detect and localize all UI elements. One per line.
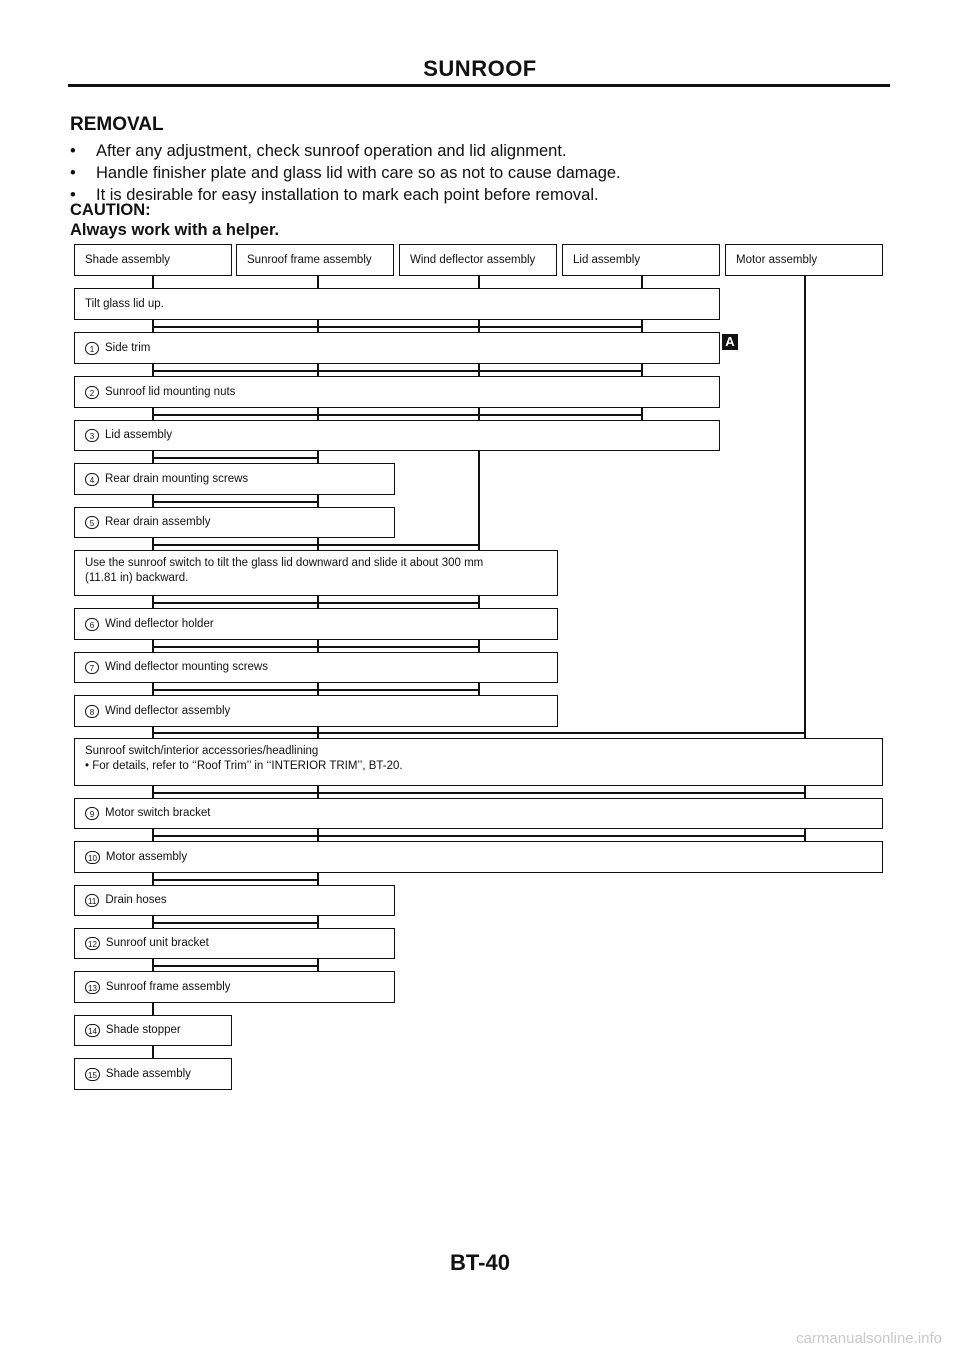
- bullet-icon: •: [70, 142, 76, 160]
- step-box: 1 Side trim: [74, 332, 720, 364]
- step-box: Sunroof switch/interior accessories/headlining • For details, refer to ‘‘Roof Trim’’ in ‘‘INTERIOR TRIM’’, BT-20.: [74, 738, 883, 786]
- reference-a-badge: A: [722, 334, 738, 350]
- page-title: SUNROOF: [423, 56, 537, 81]
- caution-block: [70, 200, 279, 240]
- step-number-badge: 12: [85, 937, 100, 950]
- step-number-badge: 7: [85, 661, 99, 674]
- step-number-badge: 9: [85, 807, 99, 820]
- step-number-badge: 6: [85, 618, 99, 631]
- step-box: 9 Motor switch bracket: [74, 798, 883, 829]
- top-component-box: Shade assembly: [74, 244, 232, 276]
- step-number-badge: 4: [85, 473, 99, 486]
- step-number-badge: 8: [85, 705, 99, 718]
- watermark: carmanualsonline.info: [796, 1330, 942, 1347]
- step-number-badge: 15: [85, 1068, 100, 1081]
- step-number-badge: 2: [85, 386, 99, 399]
- step-box: 14 Shade stopper: [74, 1015, 232, 1046]
- step-number-badge: 5: [85, 516, 99, 529]
- caution-text: Always work with a helper.: [70, 221, 280, 239]
- step-box: 10 Motor assembly: [74, 841, 883, 873]
- step-box: Use the sunroof switch to tilt the glass lid downward and slide it about 300 mm (11.81 in) backward.: [74, 550, 558, 596]
- step-box: 2 Sunroof lid mounting nuts: [74, 376, 720, 408]
- page-number: BT-40: [450, 1250, 510, 1275]
- step-box: 8 Wind deflector assembly: [74, 695, 558, 727]
- step-box: 7 Wind deflector mounting screws: [74, 652, 558, 683]
- title-rule: [68, 84, 890, 87]
- instruction-list: [70, 140, 621, 206]
- section-heading: REMOVAL: [70, 114, 164, 135]
- bullet-icon: •: [85, 760, 90, 772]
- step-box: 15 Shade assembly: [74, 1058, 232, 1090]
- top-component-box: Wind deflector assembly: [399, 244, 557, 276]
- step-box: 13 Sunroof frame assembly: [74, 971, 395, 1003]
- instruction-item: • It is desirable for easy installation to mark each point before removal.: [70, 186, 599, 204]
- step-number-badge: 3: [85, 429, 99, 442]
- caution-label: CAUTION:: [70, 201, 151, 219]
- step-box: 12 Sunroof unit bracket: [74, 928, 395, 959]
- top-component-box: Lid assembly: [562, 244, 720, 276]
- step-number-badge: 10: [85, 851, 100, 864]
- step-box: 6 Wind deflector holder: [74, 608, 558, 640]
- step-box: 3 Lid assembly: [74, 420, 720, 451]
- top-component-box: Sunroof frame assembly: [236, 244, 394, 276]
- top-component-box: Motor assembly: [725, 244, 883, 276]
- step-box: 5 Rear drain assembly: [74, 507, 395, 538]
- step-box: 11 Drain hoses: [74, 885, 395, 916]
- step-number-badge: 11: [85, 894, 99, 907]
- step-box: 4 Rear drain mounting screws: [74, 463, 395, 495]
- instruction-item: • Handle finisher plate and glass lid with care so as not to cause damage.: [70, 164, 621, 182]
- step-box: Tilt glass lid up.: [74, 288, 720, 320]
- step-number-badge: 14: [85, 1024, 100, 1037]
- bullet-icon: •: [70, 186, 76, 204]
- instruction-item: • After any adjustment, check sunroof operation and lid alignment.: [70, 142, 567, 160]
- step-number-badge: 1: [85, 342, 99, 355]
- bullet-icon: •: [70, 164, 76, 182]
- step-number-badge: 13: [85, 981, 100, 994]
